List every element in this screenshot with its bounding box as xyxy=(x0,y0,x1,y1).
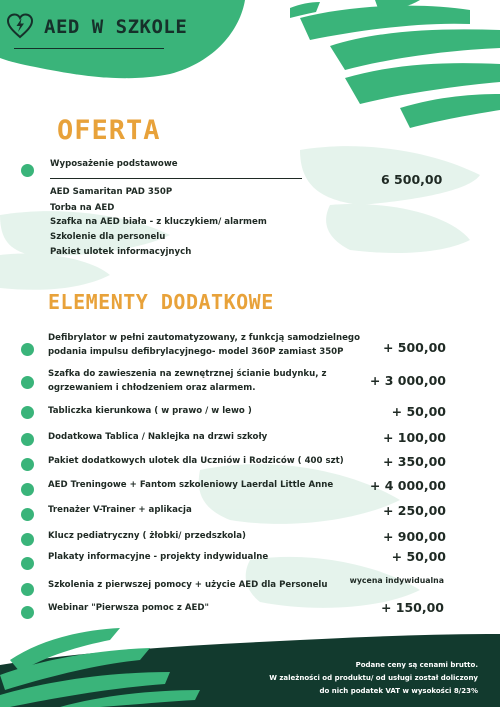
bullet-dot xyxy=(21,406,34,419)
extras-heading: ELEMENTY DODATKOWE xyxy=(48,290,274,314)
brand-underline xyxy=(14,48,164,49)
base-item: Szafka na AED biała - z kluczykiem/ alarmem xyxy=(50,217,267,227)
header-blob xyxy=(0,0,245,78)
bullet-dot xyxy=(21,433,34,446)
base-package-title: Wyposażenie podstawowe xyxy=(50,159,178,169)
extra-item-line: Tabliczka kierunkowa ( w prawo / w lewo ) xyxy=(48,406,252,416)
bullet-dot xyxy=(21,343,34,356)
base-item: Szkolenie dla personelu xyxy=(50,232,166,242)
green-brush-strokes xyxy=(290,0,500,128)
extra-item-line: Klucz pediatryczny ( żłobki/ przedszkola) xyxy=(48,531,246,541)
extra-item-price: + 50,00 xyxy=(391,549,446,564)
extra-item-line: podania impulsu defibrylacyjnego- model 360P zamiast 350P xyxy=(48,347,344,357)
extra-item-price: + 500,00 xyxy=(382,340,446,355)
extra-item-price: + 250,00 xyxy=(382,503,446,518)
extra-item-line: Defibrylator w pełni zautomatyzowany, z funkcją samodzielnego xyxy=(48,333,360,343)
extra-item-price: + 3 000,00 xyxy=(369,373,446,388)
bullet-dot xyxy=(21,583,34,596)
bullet-dot xyxy=(21,508,34,521)
extra-item-line: Pakiet dodatkowych ulotek dla Uczniów i Rodziców ( 400 szt) xyxy=(48,456,344,466)
base-package-price: 6 500,00 xyxy=(381,172,443,187)
extra-item-line: ogrzewaniem i chłodzeniem oraz alarmem. xyxy=(48,383,256,393)
extra-item-line: Szafka do zawieszenia na zewnętrznej ścianie budynku, z xyxy=(48,369,327,379)
extra-item-line: Dodatkowa Tablica / Naklejka na drzwi szkoły xyxy=(48,432,268,442)
bullet-dot xyxy=(21,606,34,619)
extra-item-price: + 350,00 xyxy=(382,454,446,469)
extra-item-price: wycena indywidualna xyxy=(349,576,444,585)
footer-note-line: W zależności od produktu/ od usługi został doliczony xyxy=(269,674,478,682)
base-item: AED Samaritan PAD 350P xyxy=(50,187,173,197)
footer-note-line: do nich podatek VAT w wysokości 8/23% xyxy=(319,687,478,695)
extra-item-price: + 50,00 xyxy=(391,404,446,419)
extra-item-line: Szkolenia z pierwszej pomocy + użycie AED dla Personelu xyxy=(48,580,328,590)
extra-item-line: AED Treningowe + Fantom szkoleniowy Laerdal Little Anne xyxy=(48,480,334,490)
base-item: Pakiet ulotek informacyjnych xyxy=(50,247,192,257)
bullet-dot xyxy=(21,376,34,389)
extra-item-line: Webinar "Pierwsza pomoc z AED" xyxy=(48,603,210,613)
extra-item-line: Trenażer V-Trainer + aplikacja xyxy=(48,505,192,515)
heart-lightning-icon xyxy=(6,12,34,40)
bullet-dot xyxy=(21,164,34,177)
bullet-dot xyxy=(21,483,34,496)
footer-note xyxy=(269,659,478,698)
extra-item-price: + 4 000,00 xyxy=(369,478,446,493)
extra-item-price: + 150,00 xyxy=(380,600,444,615)
extra-item-price: + 100,00 xyxy=(382,430,446,445)
bullet-dot xyxy=(21,557,34,570)
offer-heading: OFERTA xyxy=(57,115,161,146)
extra-item-price: + 900,00 xyxy=(382,529,446,544)
footer-note-line: Podane ceny są cenami brutto. xyxy=(355,661,478,669)
bullet-dot xyxy=(21,533,34,546)
base-item: Torba na AED xyxy=(50,203,115,213)
bullet-dot xyxy=(21,458,34,471)
base-package-rule xyxy=(50,178,302,179)
extra-item-line: Plakaty informacyjne - projekty indywidualne xyxy=(48,552,269,562)
brand-title: AED W SZKOLE xyxy=(44,16,188,38)
